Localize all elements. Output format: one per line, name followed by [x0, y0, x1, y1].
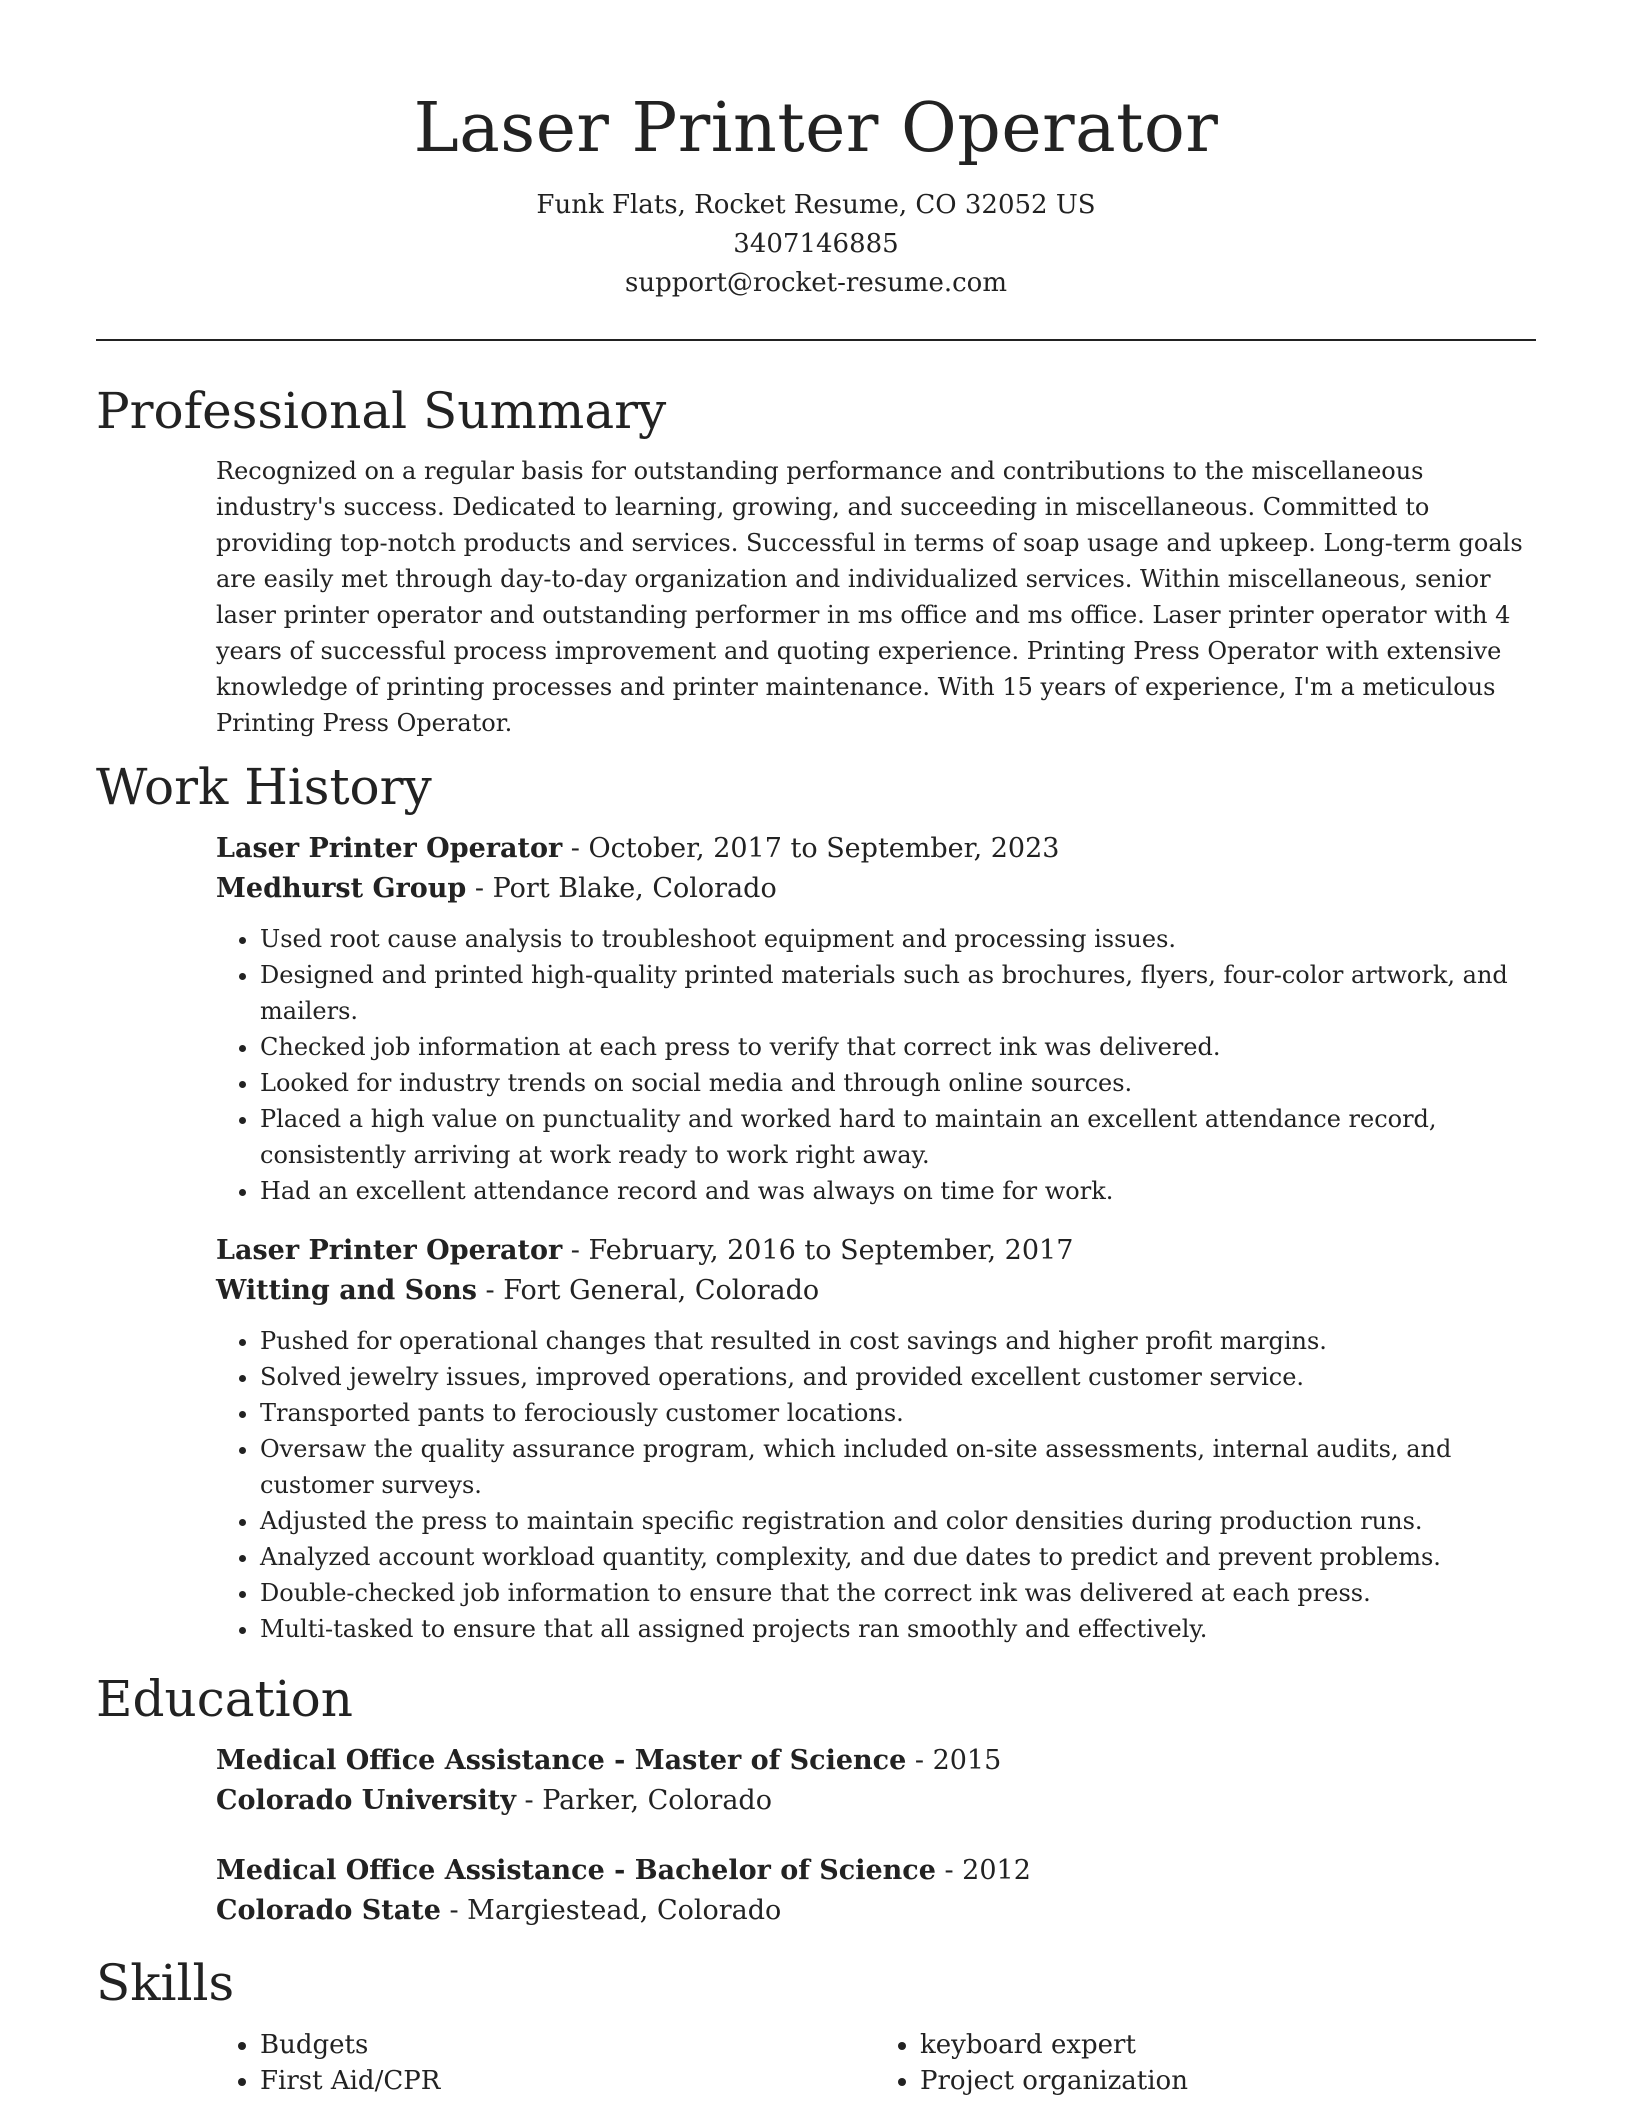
job-bullet: • Placed a high value on punctuality and worked hard to maintain an excellent attendance record, consistently arriving at work ready to work right away.: [260, 1101, 1536, 1173]
job-bullets: [216, 1323, 1536, 1647]
skill-item: • Budgets: [260, 2027, 876, 2063]
job-company: Medhurst Group: [216, 873, 467, 904]
header-divider: [96, 339, 1536, 341]
job-bullet: • Multi-tasked to ensure that all assigned projects ran smoothly and effectively.: [260, 1611, 1536, 1647]
graduation-year: - 2012: [935, 1855, 1031, 1886]
graduation-year: - 2015: [906, 1745, 1002, 1776]
resume-header: [96, 0, 1536, 303]
school-line: [216, 1891, 1536, 1931]
job-bullet: • Designed and printed high-quality printed materials such as brochures, flyers, four-color artwork, and mailers.: [260, 957, 1536, 1029]
job-bullet: • Looked for industry trends on social media and through online sources.: [260, 1065, 1536, 1101]
job-bullet: • Adjusted the press to maintain specific registration and color densities during production runs.: [260, 1503, 1536, 1539]
job-bullet: • Used root cause analysis to troubleshoot equipment and processing issues.: [260, 921, 1536, 957]
degree: Medical Office Assistance - Bachelor of Science: [216, 1855, 936, 1886]
job-role: Laser Printer Operator: [216, 833, 563, 864]
degree: Medical Office Assistance - Master of Science: [216, 1745, 907, 1776]
job-bullet: • Oversaw the quality assurance program, which included on-site assessments, internal audits, and customer surveys.: [260, 1431, 1536, 1503]
education-entry: [216, 1741, 1536, 1821]
skills-grid: [216, 2015, 1536, 2099]
job-bullet: • Checked job information at each press to verify that correct ink was delivered.: [260, 1029, 1536, 1065]
skills-column-right: [876, 2027, 1536, 2099]
job-title-line: [216, 1231, 1536, 1271]
job-bullet: • Had an excellent attendance record and was always on time for work.: [260, 1173, 1536, 1209]
work-history-heading: Work History: [96, 758, 432, 816]
degree-line: [216, 1851, 1536, 1891]
job-bullet: • Analyzed account workload quantity, complexity, and due dates to predict and prevent problems.: [260, 1539, 1536, 1575]
school-location: - Parker, Colorado: [515, 1785, 772, 1816]
job-entry: [216, 829, 1536, 1209]
skills-column-left: [216, 2027, 876, 2099]
job-company-line: [216, 1271, 1536, 1311]
work-history-section: [96, 829, 1536, 1647]
summary-text: Recognized on a regular basis for outstanding performance and contributions to the miscellaneous industry's success. Dedicated to learning, growing, and succeeding in miscellaneous. Committed to providing top-notch products and services. Successful in terms of soap usage and upkeep. Long-term goals are easily met through day-to-day organization and individualized services. Within miscellaneous, senior laser printer operator and outstanding performer in ms office and ms office. Laser printer operator with 4 years of successful process improvement and quoting experience. Printing Press Operator with extensive knowledge of printing processes and printer maintenance. With 15 years of experience, I'm a meticulous Printing Press Operator.: [216, 457, 1523, 737]
job-dates: - October, 2017 to September, 2023: [562, 833, 1060, 864]
job-company-line: [216, 869, 1536, 909]
job-bullet: • Solved jewelry issues, improved operations, and provided excellent customer service.: [260, 1359, 1536, 1395]
school-name: Colorado State: [216, 1895, 441, 1926]
summary-heading: Professional Summary: [96, 382, 667, 440]
skill-item: • Project organization: [920, 2063, 1536, 2099]
contact-block: [96, 186, 1536, 303]
skill-item: • First Aid/CPR: [260, 2063, 876, 2099]
degree-line: [216, 1741, 1536, 1781]
candidate-name: Laser Printer Operator: [413, 89, 1219, 168]
job-location: - Port Blake, Colorado: [466, 873, 777, 904]
summary-section: [96, 453, 1536, 741]
education-entry: [216, 1851, 1536, 1931]
job-bullets: [216, 921, 1536, 1209]
contact-email: support@rocket-resume.com: [624, 268, 1007, 298]
job-location: - Fort General, Colorado: [476, 1275, 820, 1306]
job-bullet: • Double-checked job information to ensure that the correct ink was delivered at each press.: [260, 1575, 1536, 1611]
skills-heading: Skills: [96, 1954, 235, 2012]
job-bullet: • Pushed for operational changes that resulted in cost savings and higher profit margins.: [260, 1323, 1536, 1359]
job-bullet: • Transported pants to ferociously customer locations.: [260, 1395, 1536, 1431]
job-entry: [216, 1231, 1536, 1647]
contact-address: Funk Flats, Rocket Resume, CO 32052 US: [536, 190, 1096, 220]
contact-phone: 3407146885: [733, 229, 899, 259]
school-name: Colorado University: [216, 1785, 516, 1816]
job-dates: - February, 2016 to September, 2017: [562, 1235, 1074, 1266]
job-title-line: [216, 829, 1536, 869]
school-location: - Margiestead, Colorado: [440, 1895, 782, 1926]
job-role: Laser Printer Operator: [216, 1235, 563, 1266]
job-company: Witting and Sons: [216, 1275, 477, 1306]
school-line: [216, 1781, 1536, 1821]
skills-section: [96, 2015, 1536, 2099]
education-section: [96, 1741, 1536, 1931]
skill-item: • keyboard expert: [920, 2027, 1536, 2063]
education-heading: Education: [96, 1670, 353, 1728]
